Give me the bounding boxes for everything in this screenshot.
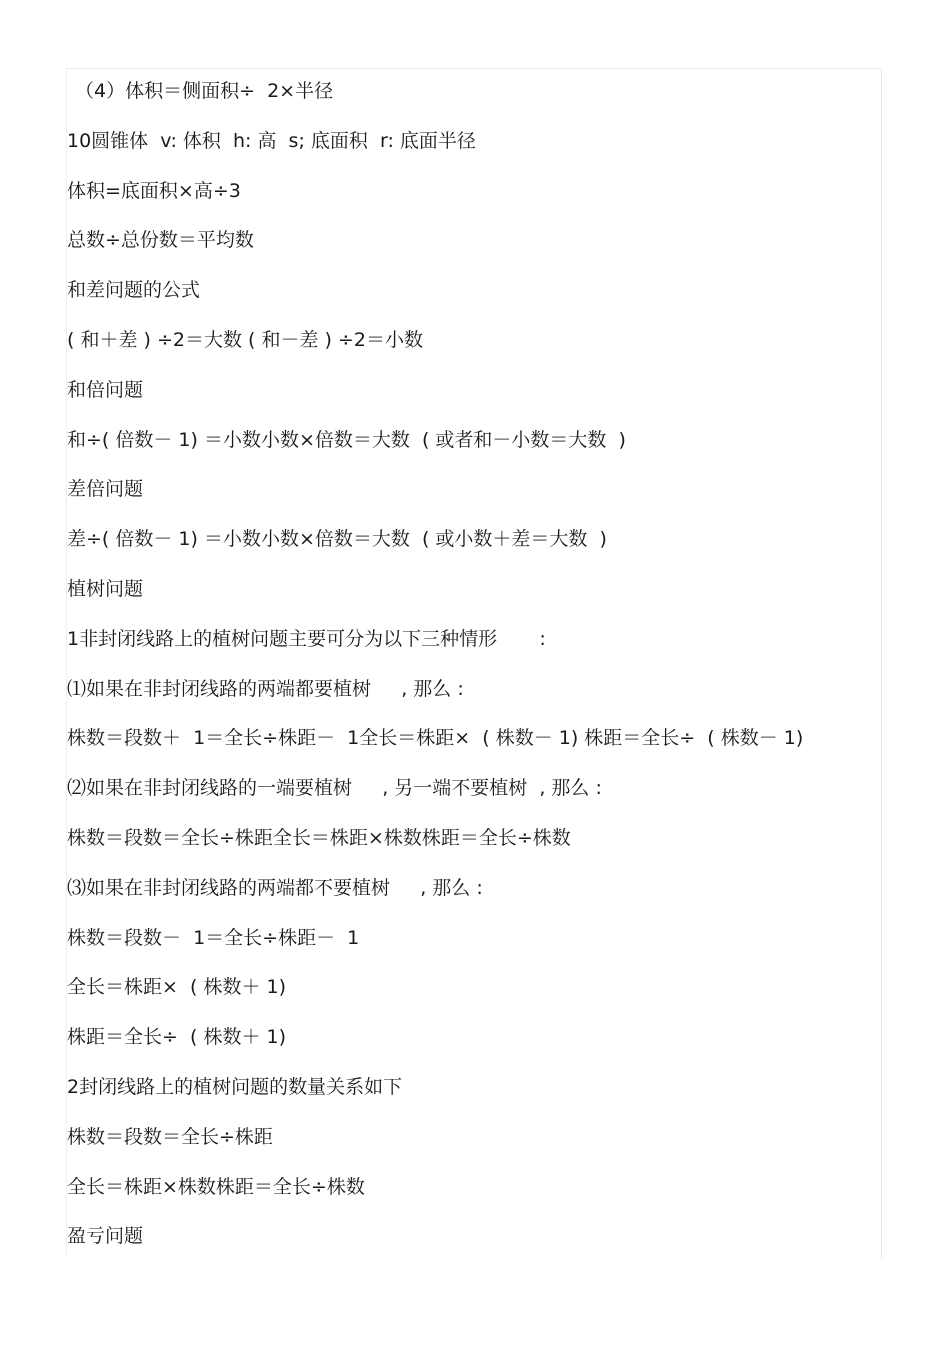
text-line: 株数＝段数＝全长÷株距全长＝株距×株数株距＝全长÷株数 <box>67 826 571 849</box>
section-heading: 差倍问题 <box>67 478 144 501</box>
section-heading: 和倍问题 <box>67 378 144 401</box>
text-line: ⑵如果在非封闭线路的一端要植树 , 另一端不要植树 , 那么 : <box>67 777 602 800</box>
text-line: ( 和＋差 ) ÷2＝大数 ( 和－差 ) ÷2＝小数 <box>67 328 423 351</box>
section-heading: 植树问题 <box>67 577 144 600</box>
text-line: ⑴如果在非封闭线路的两端都要植树 , 那么 : <box>67 677 464 700</box>
text-line: 株数＝段数＋ 1＝全长÷株距－ 1全长＝株距× ( 株数－ 1) 株距＝全长÷ ( 株数－ 1) <box>67 727 804 750</box>
section-heading: 盈亏问题 <box>67 1225 144 1248</box>
text-line: 总数÷总份数＝平均数 <box>67 229 254 252</box>
text-line: 差÷( 倍数－ 1) ＝小数小数×倍数＝大数 ( 或小数＋差＝大数 ) <box>67 528 607 551</box>
text-line: 2封闭线路上的植树问题的数量关系如下 <box>67 1075 403 1098</box>
text-line: （4）体积＝侧面积÷ 2×半径 <box>75 80 334 102</box>
text-line: 株距＝全长÷ ( 株数＋ 1) <box>67 1026 286 1049</box>
text-line: 10圆锥体 v: 体积 h: 高 s; 底面积 r: 底面半径 <box>67 129 476 152</box>
text-line: 和÷( 倍数－ 1) ＝小数小数×倍数＝大数 ( 或者和－小数＝大数 ) <box>67 428 626 451</box>
text-line: 全长＝株距× ( 株数＋ 1) <box>67 976 286 999</box>
document-body <box>67 77 877 1272</box>
text-line: 株数＝段数－ 1＝全长÷株距－ 1 <box>67 926 360 949</box>
text-line: 株数＝段数＝全长÷株距 <box>67 1125 273 1148</box>
text-line: 体积=底面积×高÷3 <box>67 179 241 202</box>
text-line: 1非封闭线路上的植树问题主要可分为以下三种情形 : <box>67 627 546 650</box>
section-heading: 和差问题的公式 <box>67 279 201 302</box>
text-line: ⑶如果在非封闭线路的两端都不要植树 , 那么 : <box>67 876 483 899</box>
text-line: 全长＝株距×株数株距＝全长÷株数 <box>67 1175 365 1198</box>
